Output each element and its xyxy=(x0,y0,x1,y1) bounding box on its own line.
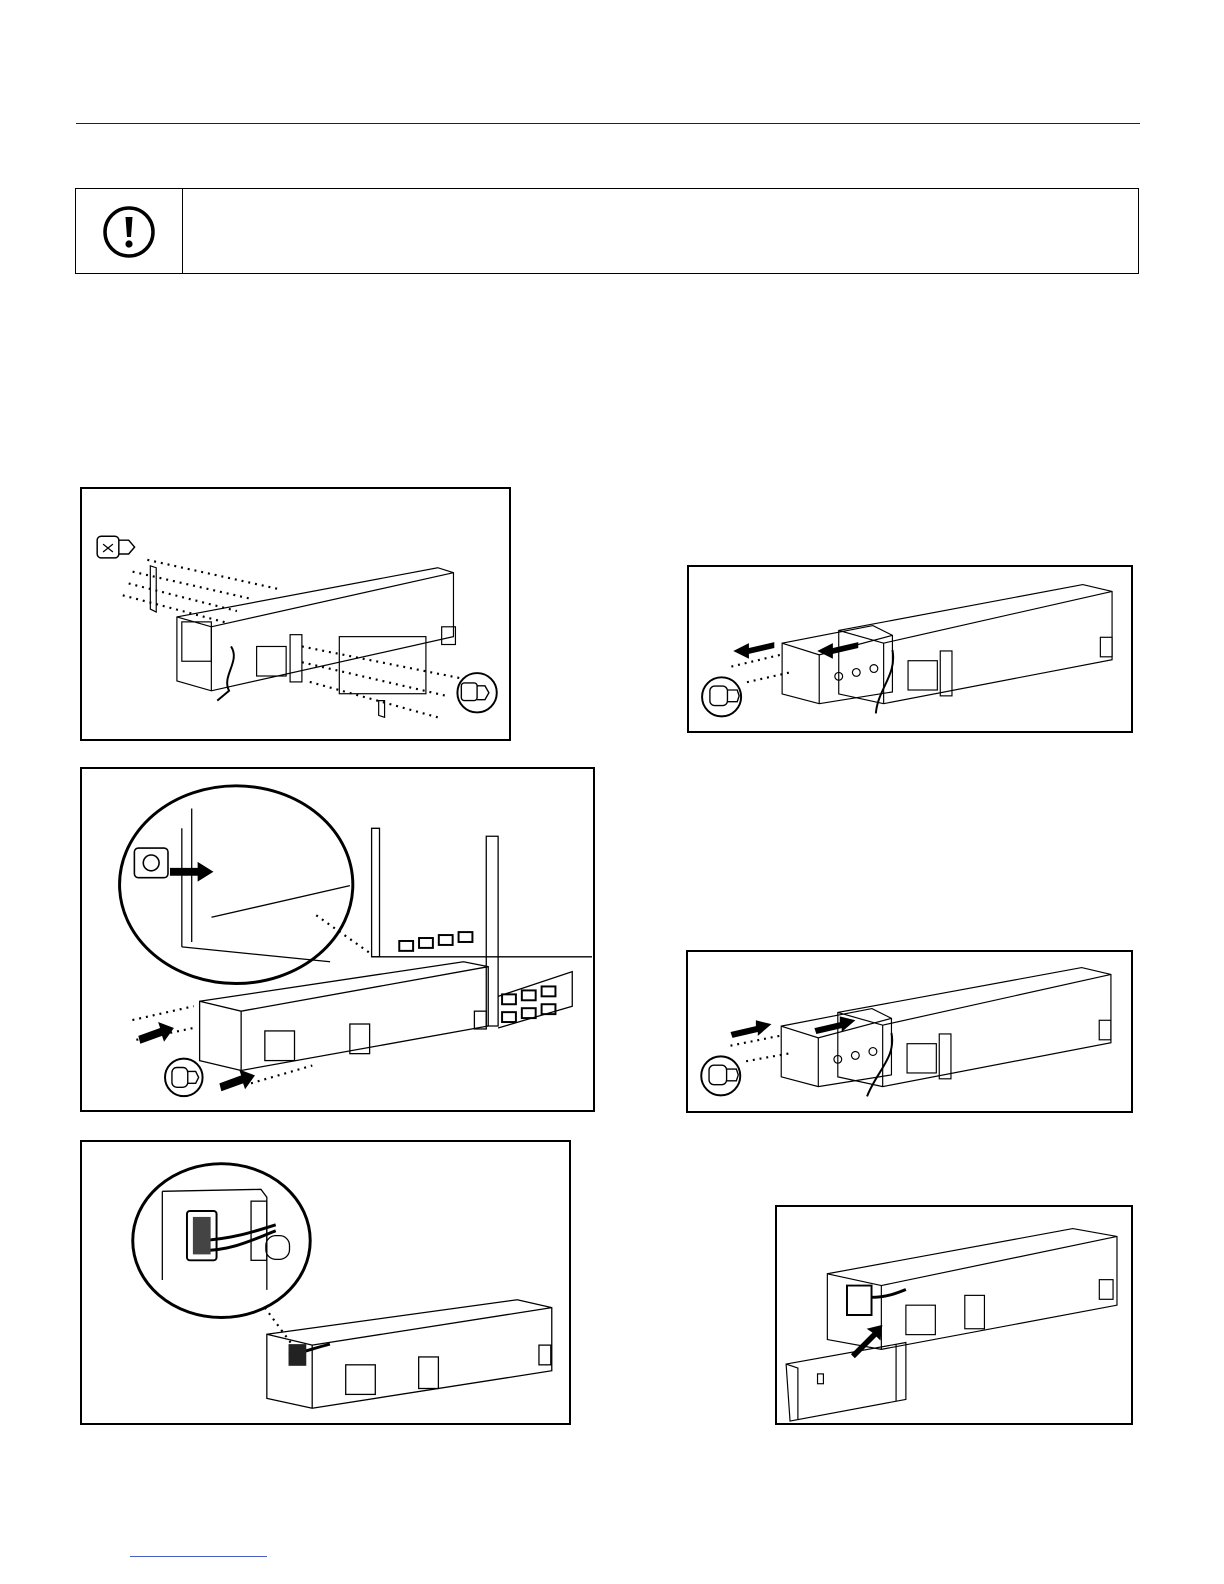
fig-remove-battery-module xyxy=(687,565,1133,733)
arrow-up-icon xyxy=(851,1325,882,1358)
fig-reinstall-battery-module xyxy=(686,950,1133,1113)
arrow-left-icon xyxy=(817,642,858,659)
screw-icon xyxy=(702,677,741,716)
arrow-right-icon xyxy=(731,1020,772,1038)
battery-removal-illustration xyxy=(689,567,1131,731)
arrow-right-icon xyxy=(138,1022,174,1044)
cage-nut-icon xyxy=(134,848,168,878)
arrow-right-icon xyxy=(219,1069,255,1091)
battery-connect-illustration xyxy=(82,1142,569,1423)
notice-box xyxy=(75,188,1139,274)
front-bezel-illustration xyxy=(777,1207,1131,1423)
fig-attach-brackets xyxy=(80,487,511,741)
rack-install-illustration xyxy=(82,769,593,1110)
ups-bracket-illustration xyxy=(82,489,509,739)
screw-icon xyxy=(97,536,134,558)
screw-icon xyxy=(457,673,496,712)
header-rule xyxy=(76,123,1140,124)
fig-attach-front-bezel xyxy=(775,1205,1133,1425)
screw-icon xyxy=(701,1056,740,1095)
fig-install-cage-nut-and-rack xyxy=(80,767,595,1112)
battery-reinstall-illustration xyxy=(688,952,1131,1111)
exclamation-circle-icon xyxy=(102,205,156,259)
screw-icon xyxy=(165,1059,203,1097)
fig-connect-battery xyxy=(80,1140,571,1425)
notice-icon-cell xyxy=(76,189,183,273)
footer-link-underline[interactable] xyxy=(130,1556,267,1557)
arrow-left-icon xyxy=(733,642,774,659)
